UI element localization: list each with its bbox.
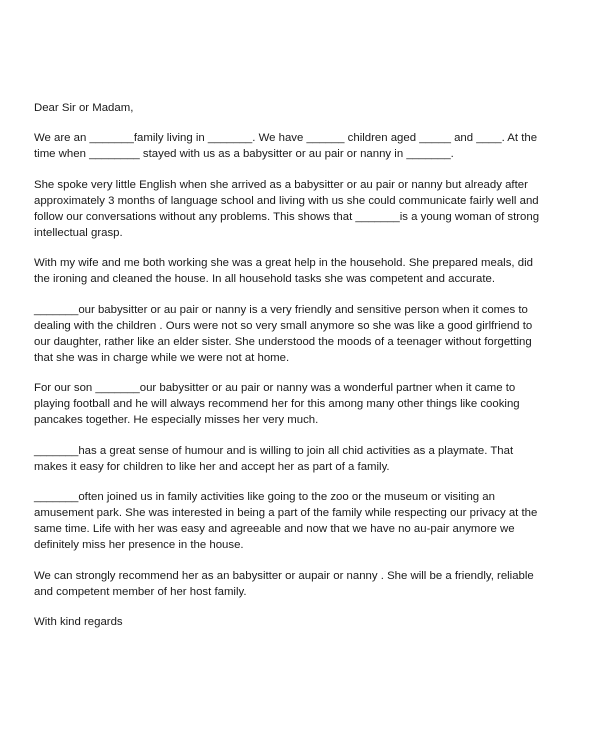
text-line: dealing with the children . Ours were not so very small anymore so she was like a good girlfriend to — [34, 319, 533, 332]
text-line: playing football and he will always recommend her for this among many other things like cooking — [34, 398, 520, 410]
text-line: amusement park. She was interested in being a part of the family while respecting our privacy at the — [34, 507, 538, 519]
text-line: approximately 3 months of language school and living with us she could communicate fairly well and — [34, 194, 539, 207]
text-line: _______often joined us in family activities like going to the zoo or the museum or visiting an — [34, 491, 495, 503]
text-line: our daughter, rather like an elder sister. She understood the moods of a teenager without forgetting — [34, 335, 532, 348]
text-line: intellectual grasp. — [34, 226, 123, 239]
text-line: time when ________ stayed with us as a babysitter or au pair or nanny in _______. — [34, 148, 454, 160]
text-line: _______our babysitter or au pair or nanny is a very friendly and sensitive person when it comes to — [34, 303, 528, 316]
paragraph-1 — [34, 130, 579, 162]
paragraph-4 — [34, 302, 579, 366]
text-line: that she was in charge while we were not at home. — [34, 351, 290, 364]
text-line: the ironing and cleaned the house. In all household tasks she was competent and accurate. — [34, 273, 495, 285]
paragraph-3 — [34, 255, 579, 287]
text-line: For our son _______our babysitter or au pair or nanny was a wonderful partner when it came to — [34, 382, 516, 394]
paragraph-2 — [34, 177, 579, 241]
text-line: pancakes together. He especially misses her very much. — [34, 414, 319, 426]
paragraph-6 — [34, 443, 579, 475]
salutation: Dear Sir or Madam, — [34, 102, 134, 114]
text-line: follow our conversations without any problems. This shows that _______is a young woman of strong — [34, 210, 540, 223]
text-line: same time. Life with her was easy and agreeable and now that we have no au-pair anymore we — [34, 523, 515, 535]
closing: With kind regards — [34, 616, 123, 628]
text-line: and competent member of her host family. — [34, 585, 247, 598]
text-line: _______has a great sense of humour and is willing to join all chid activities as a playmate. That — [34, 444, 514, 457]
letter-body — [34, 100, 579, 645]
text-line: We can strongly recommend her as an babysitter or aupair or nanny . She will be a friendly, reliable — [34, 569, 534, 582]
paragraph-5 — [34, 380, 579, 428]
paragraph-7 — [34, 489, 579, 553]
text-line: definitely miss her presence in the house. — [34, 539, 244, 551]
paragraph-8 — [34, 568, 579, 600]
text-line: She spoke very little English when she arrived as a babysitter or au pair or nanny but already after — [34, 178, 528, 191]
text-line: We are an _______family living in _______. We have ______ children aged _____ and ____. At the — [34, 132, 538, 144]
text-line: With my wife and me both working she was a great help in the household. She prepared meals, did — [34, 257, 533, 269]
text-line: makes it easy for children to like her and accept her as part of a family. — [34, 460, 390, 473]
